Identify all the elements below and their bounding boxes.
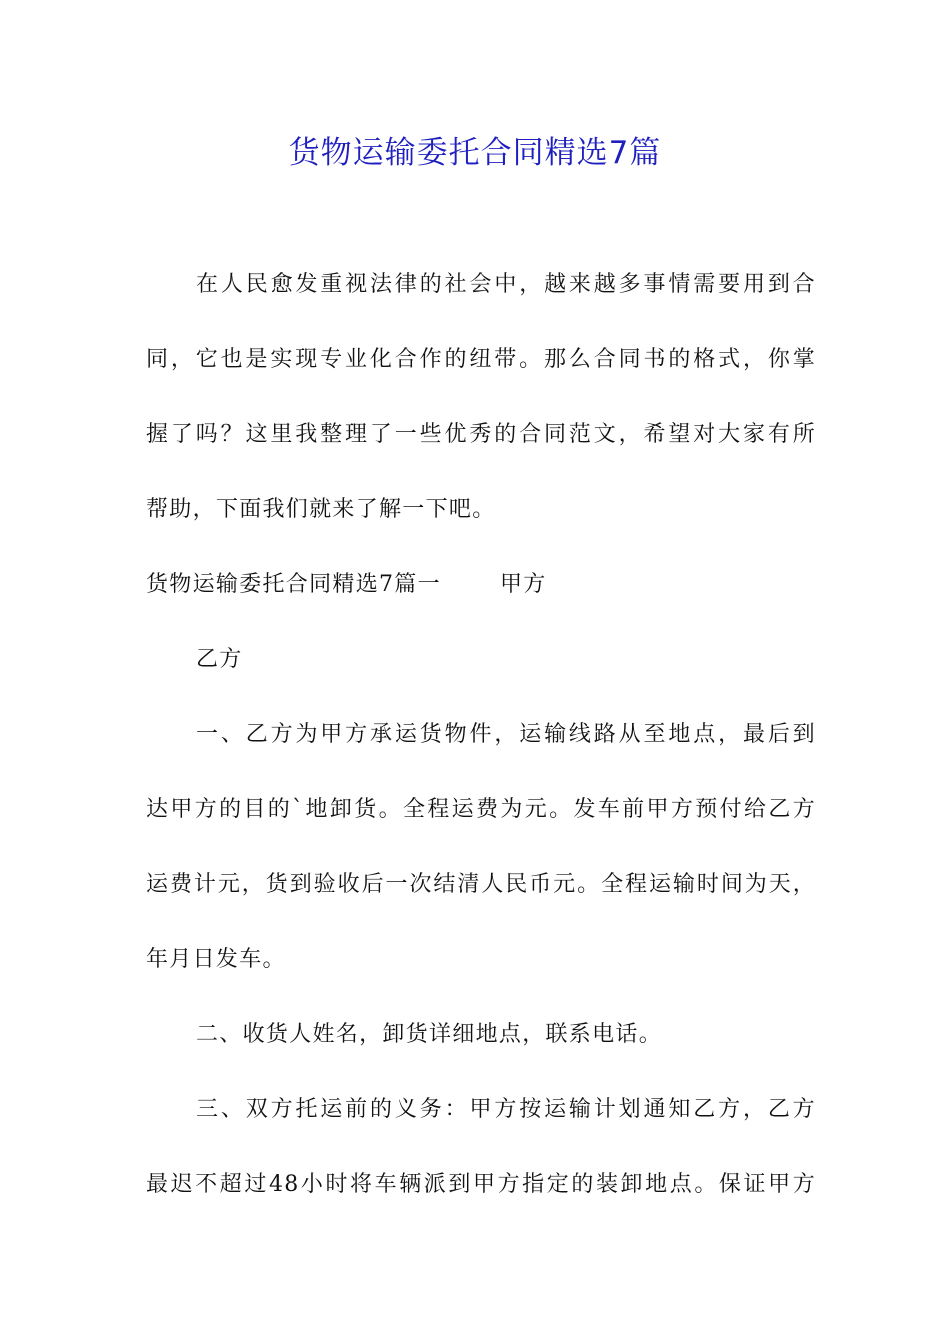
clause-3-line-2: 最迟不超过48小时将车辆派到甲方指定的装卸地点。保证甲方 (146, 1172, 816, 1197)
clause-2: 二、收货人姓名，卸货详细地点，联系电话。 (196, 1022, 663, 1047)
party-b-label: 乙方 (196, 647, 243, 672)
clause-1-line-1: 一、乙方为甲方承运货物件，运输线路从至地点，最后到 (196, 722, 816, 747)
section-heading: 货物运输委托合同精选7篇一 (146, 572, 441, 597)
intro-line-4: 帮助，下面我们就来了解一下吧。 (146, 497, 496, 522)
document-title: 货物运输委托合同精选7篇 (288, 135, 662, 171)
intro-line-3: 握了吗？这里我整理了一些优秀的合同范文，希望对大家有所 (146, 422, 816, 447)
intro-line-1: 在人民愈发重视法律的社会中，越来越多事情需要用到合 (196, 272, 816, 297)
party-a-label: 甲方 (500, 572, 547, 597)
clause-3-line-1: 三、双方托运前的义务：甲方按运输计划通知乙方，乙方 (196, 1097, 816, 1122)
clause-1-line-2: 达甲方的目的`地卸货。全程运费为元。发车前甲方预付给乙方 (146, 797, 816, 822)
intro-line-2: 同，它也是实现专业化合作的纽带。那么合同书的格式，你掌 (146, 347, 816, 372)
clause-1-line-4: 年月日发车。 (146, 947, 286, 972)
clause-1-line-3: 运费计元，货到验收后一次结清人民币元。全程运输时间为天， (146, 872, 816, 897)
